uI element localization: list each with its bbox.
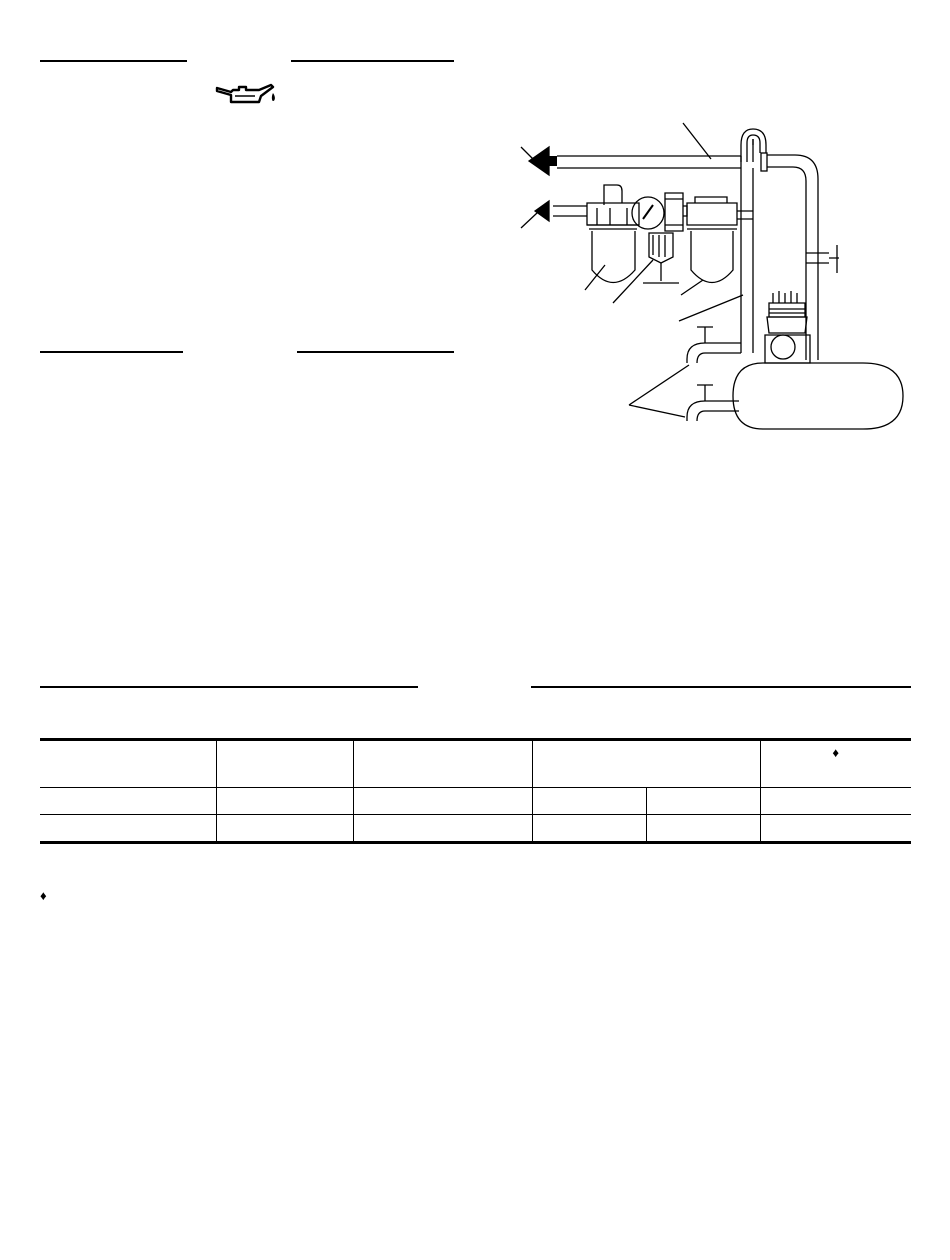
section-rule-1-right [291, 60, 454, 62]
table-cell [216, 815, 353, 843]
section-rule-2-left [40, 351, 183, 353]
filter-head [587, 203, 639, 225]
section-rule-2-right [297, 351, 454, 353]
table-header-cell [532, 740, 760, 788]
table-header-cell [40, 740, 216, 788]
table-cell [40, 815, 216, 843]
oil-can-icon [215, 82, 279, 108]
filter-bowl [592, 231, 635, 283]
table-cell [353, 815, 532, 843]
table-header-cell [760, 740, 911, 788]
section-rule-3-right [531, 686, 911, 688]
table-header-cell [216, 740, 353, 788]
table-cell [40, 788, 216, 815]
drop-pipe [741, 168, 753, 353]
riser-valve [806, 245, 839, 273]
inlet-arrow [529, 147, 549, 175]
air-tank [733, 363, 903, 429]
drain-valve-upper [687, 343, 741, 363]
drain-valve-lower [687, 401, 739, 421]
table-row [40, 815, 911, 843]
outlet-arrow [535, 201, 549, 221]
lubricator-head [687, 203, 737, 225]
table-cell [760, 815, 911, 843]
table-header-cell [353, 740, 532, 788]
table-row [40, 788, 911, 815]
table-cell [646, 788, 760, 815]
table-cell [532, 788, 646, 815]
table-cell [646, 815, 760, 843]
table-header-row [40, 740, 911, 788]
table-cell [353, 788, 532, 815]
footnote-diamond-icon: ♦ [40, 888, 47, 903]
table-cell [532, 815, 646, 843]
section-rule-1-left [40, 60, 187, 62]
air-line-top [557, 156, 741, 168]
diamond-icon: ♦ [832, 745, 840, 760]
leader-lines [521, 123, 743, 321]
lubricator-bowl [691, 231, 733, 283]
table-cell [216, 788, 353, 815]
air-system-diagram [515, 115, 910, 435]
spec-table [40, 738, 911, 844]
table-cell [760, 788, 911, 815]
section-rule-3-left [40, 686, 418, 688]
air-line-riser [767, 155, 818, 360]
